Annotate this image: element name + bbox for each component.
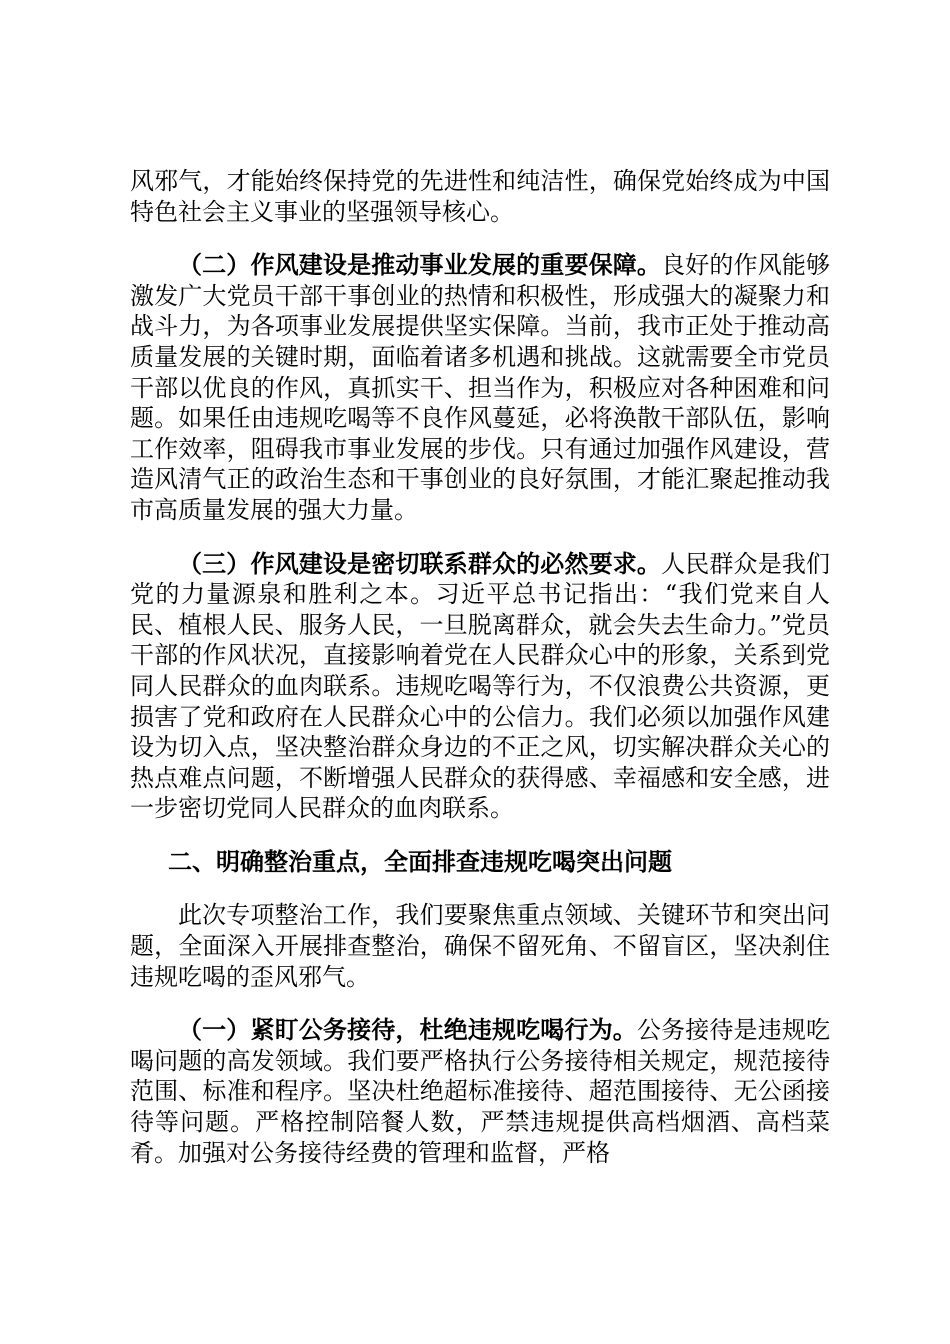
paragraph-lead: （一）紧盯公务接待，杜绝违规吃喝行为。 (178, 1015, 637, 1045)
paragraph-continued: 风邪气，才能始终保持党的先进性和纯洁性，确保党始终成为中国特色社会主义事业的坚强领导核心。 (130, 167, 830, 226)
paragraph-body: 人民群众是我们党的力量源泉和胜利之本。习近平总书记指出：“我们党来自人民、植根人民、服务人民，一旦脱离群众，就会失去生命力。”党员干部的作风状况，直接影响着党在人民群众心中的形象，关系到党同人民群众的血肉联系。违规吃喝等行为，不仅浪费公共资源，更损害了党和政府在人民群众心中的公信力。我们必须以加强作风建设为切入点，坚决整治群众身边的不正之风，切实解决群众关心的热点难点问题，不断增强人民群众的获得感、幸福感和安全感，进一步密切党同人民群众的血肉联系。 (130, 549, 831, 823)
paragraph-lead: （二）作风建设是推动事业发展的重要保障。 (178, 250, 662, 280)
paragraph-lead: （三）作风建设是密切联系群众的必然要求。 (178, 548, 662, 578)
paragraph-work-style-masses (130, 549, 830, 824)
paragraph-intro: 此次专项整治工作，我们要聚焦重点领域、关键环节和突出问题，全面深入开展排查整治，确保不留死角、不留盲区，坚决刹住违规吃喝的歪风邪气。 (130, 901, 830, 991)
paragraph-body: 公务接待是违规吃喝问题的高发领域。我们要严格执行公务接待相关规定，规范接待范围、标准和程序。坚决杜绝超标准接待、超范围接待、无公函接待等问题。严格控制陪餐人数，严禁违规提供高档烟酒、高档菜肴。加强对公务接待经费的管理和监督，严格 (130, 1016, 830, 1167)
document-page (130, 166, 830, 1191)
paragraph-work-style-guarantee (130, 250, 830, 525)
paragraph-body: 良好的作风能够激发广大党员干部干事创业的热情和积极性，形成强大的凝聚力和战斗力，为各项事业发展提供坚实保障。当前，我市正处于推动高质量发展的关键时期，面临着诸多机遇和挑战。这就需要全市党员干部以优良的作风，真抓实干、担当作为，积极应对各种困难和问题。如果任由违规吃喝等不良作风蔓延，必将涣散干部队伍，影响工作效率，阻碍我市事业发展的步伐。只有通过加强作风建设，营造风清气正的政治生态和干事创业的良好氛围，才能汇聚起推动我市高质量发展的强大力量。 (130, 251, 831, 524)
paragraph-official-reception (130, 1015, 830, 1168)
section-heading: 二、明确整治重点，全面排查违规吃喝突出问题 (168, 846, 672, 876)
